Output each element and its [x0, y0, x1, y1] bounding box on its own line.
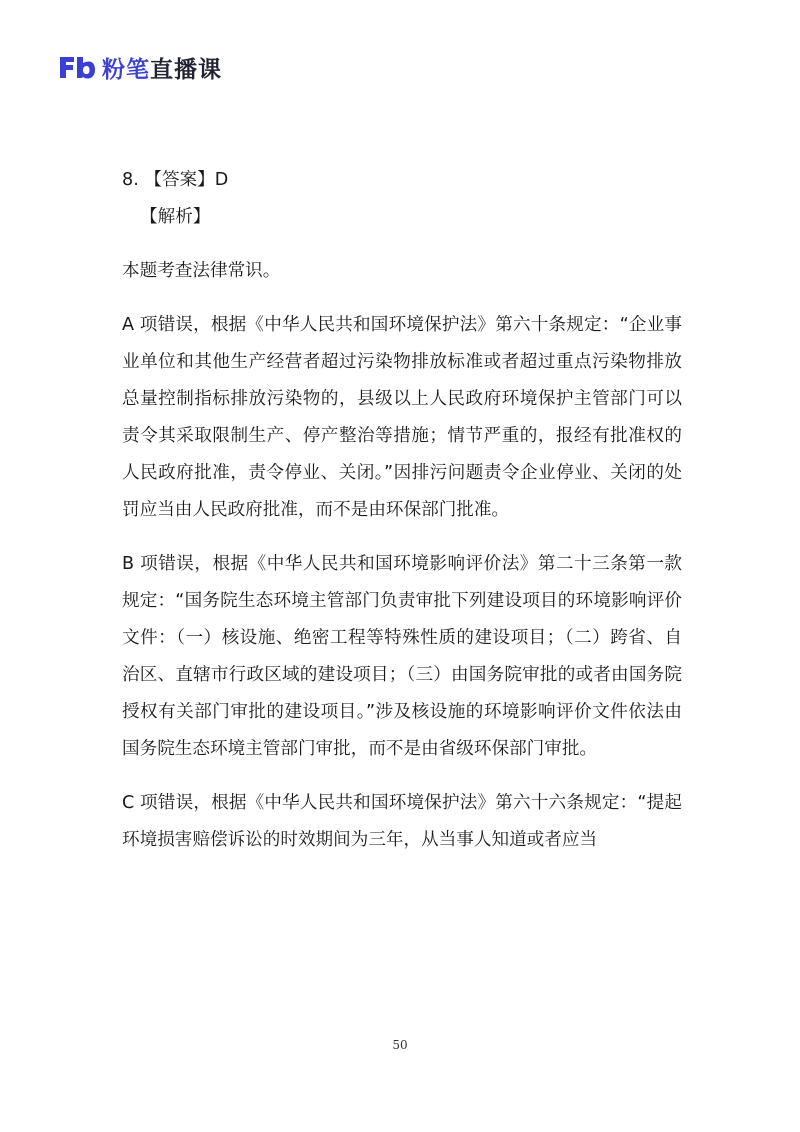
paragraph-option-b: B 项错误，根据《中华人民共和国环境影响评价法》第二十三条第一款规定：“国务院生态环境主管部门负责审批下列建设项目的环境影响评价文件：（一）核设施、绝密工程等特殊性质的建设项目；（二）跨省、自治区、直辖市行政区域的建设项目；（三）由国务院审批的或者由国务院授权有关部门审批的建设项目。”涉及核设施的环境影响评价文件依法由国务院生态环境主管部门审批，而不是由省级环保部门审批。 [122, 554, 682, 759]
answer-line: 8. 【答案】D [122, 170, 229, 190]
page-header [58, 52, 222, 82]
analysis-label: 【解析】 [140, 207, 211, 227]
brand-name [102, 51, 222, 84]
brand-name-part2: 直播课 [150, 56, 222, 83]
fenbi-logo-icon [58, 54, 96, 80]
brand-name-part1: 粉笔 [102, 56, 150, 83]
document-body [122, 162, 682, 876]
paragraph-option-a: A 项错误，根据《中华人民共和国环境保护法》第六十条规定：“企业事业单位和其他生产经营者超过污染物排放标准或者超过重点污染物排放总量控制指标排放污染物的，县级以上人民政府环境保护主管部门可以责令其采取限制生产、停产整治等措施；情节严重的，报经有批准权的人民政府批准，责令停业、关闭。”因排污问题责令企业停业、关闭的处罚应当由人民政府批准，而不是由环保部门批准。 [122, 315, 682, 520]
paragraph-option-c: C 项错误，根据《中华人民共和国环境保护法》第六十六条规定：“提起环境损害赔偿诉讼的时效期间为三年，从当事人知道或者应当 [122, 793, 682, 850]
paragraph-intro: 本题考查法律常识。 [122, 261, 281, 281]
page-number: 50 [392, 1038, 408, 1052]
